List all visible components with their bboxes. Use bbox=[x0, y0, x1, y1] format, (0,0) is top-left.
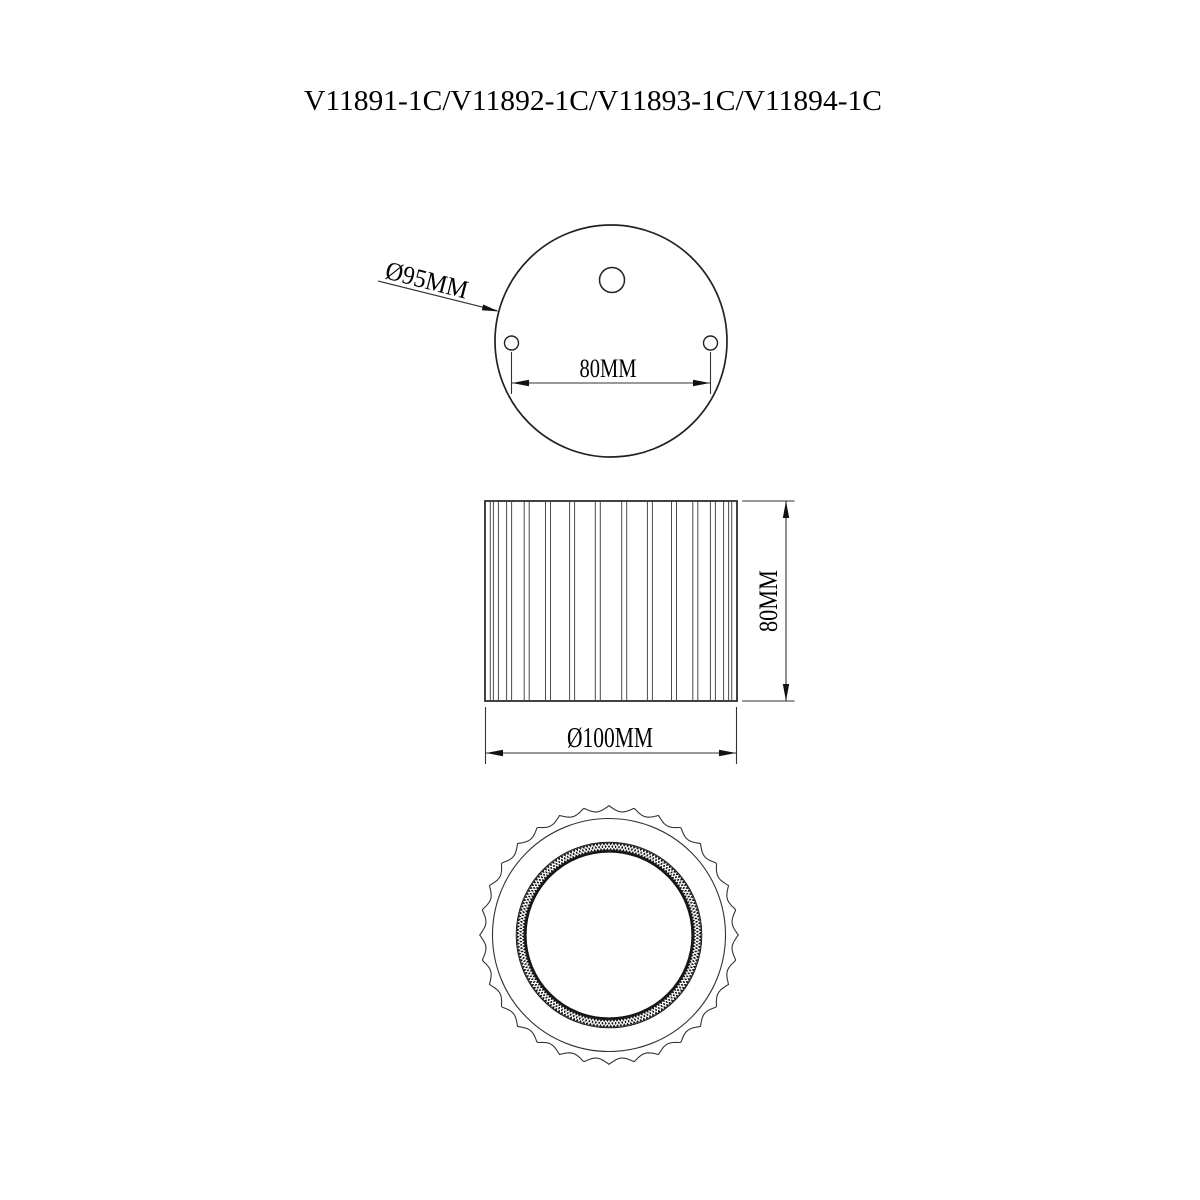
hole-spacing-label: 80MM bbox=[579, 354, 637, 383]
height-dimension bbox=[742, 501, 795, 701]
diameter-dimension bbox=[486, 707, 737, 764]
cable-hole bbox=[600, 268, 625, 293]
screw-hole-right bbox=[704, 336, 718, 350]
top-view bbox=[378, 225, 727, 457]
dimension-arrow-top bbox=[783, 501, 789, 518]
knurl-zigzag-b bbox=[518, 844, 700, 1026]
knurl-band bbox=[521, 847, 698, 1024]
knurl-inner-edge bbox=[525, 851, 692, 1018]
canopy-diameter-label: Ø95MM bbox=[382, 255, 478, 307]
leader-arrow bbox=[482, 305, 499, 312]
canopy-diameter-leader bbox=[378, 256, 499, 312]
dimension-arrow-left bbox=[486, 750, 503, 756]
drawing-title: V11891-1C/V11892-1C/V11893-1C/V11894-1C bbox=[304, 85, 882, 117]
bottom-rim-circle bbox=[493, 819, 726, 1052]
bottom-view bbox=[480, 806, 739, 1065]
canopy-outline bbox=[495, 225, 727, 457]
screw-hole-left bbox=[505, 336, 519, 350]
shade-outline bbox=[485, 501, 737, 701]
height-label: 80MM bbox=[754, 559, 783, 632]
diameter-label: Ø100MM bbox=[567, 723, 654, 754]
dimension-arrow-bottom bbox=[783, 684, 789, 701]
side-view bbox=[485, 501, 795, 764]
dimension-arrow-right bbox=[719, 750, 736, 756]
